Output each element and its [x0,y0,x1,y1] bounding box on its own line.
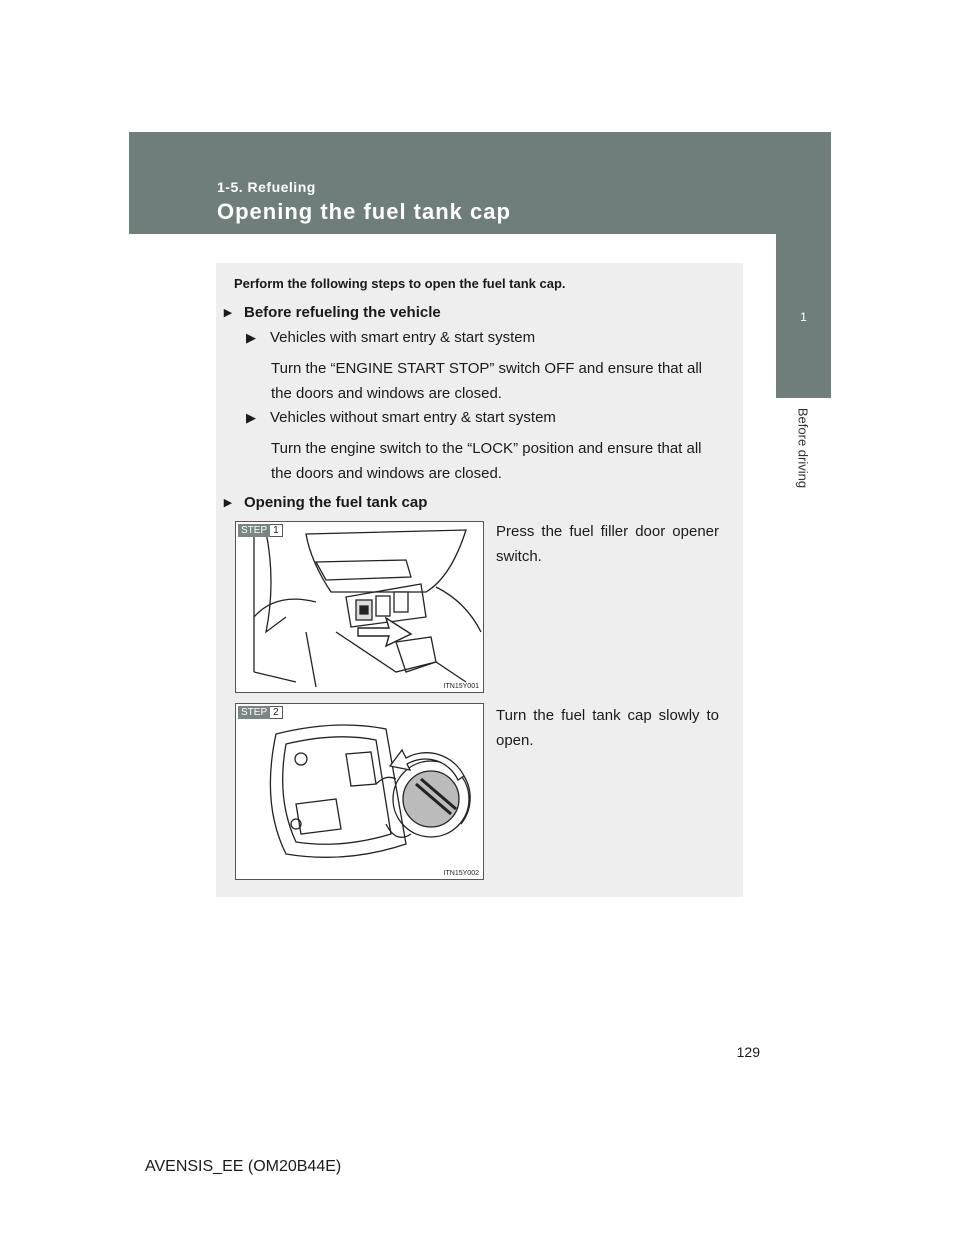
arrow-right-icon: ▶ [246,330,256,345]
instruction-smart-entry: Turn the “ENGINE START STOP” switch OFF and ensure that all the doors and windows are closed. [271,360,702,402]
triangle-right-bullet-icon: ▸ [224,304,232,321]
figure-code: ITN15Y002 [443,870,479,877]
step-badge [238,524,283,537]
fuel-cap-illustration [236,704,483,879]
subheading-no-smart-entry [246,409,556,426]
triangle-right-bullet-icon: ▸ [224,494,232,511]
chapter-label: Before driving [795,407,811,489]
heading-text: Before refueling the vehicle [244,304,441,321]
step-label: STEP [238,524,270,537]
page-title: Opening the fuel tank cap [217,199,511,224]
step-number: 1 [270,524,283,537]
step-1-text: Press the fuel filler door opener switch. [496,523,719,565]
step-label: STEP [238,706,270,719]
section-label: 1-5. Refueling [217,179,316,195]
instruction-no-smart-entry: Turn the engine switch to the “LOCK” position and ensure that all the doors and windows are closed. [271,440,702,482]
arrow-right-icon: ▶ [246,410,256,425]
content-box [216,263,743,897]
heading-opening-cap [224,493,427,511]
step-number: 2 [270,706,283,719]
subheading-smart-entry [246,329,535,346]
page-number: 129 [736,1044,760,1060]
dashboard-switch-illustration [236,522,483,692]
subheading-text: Vehicles with smart entry & start system [270,329,536,346]
figure-step-1 [235,521,484,693]
step-2-text: Turn the fuel tank cap slowly to open. [496,707,719,749]
chapter-tab [776,234,831,398]
figure-step-2 [235,703,484,880]
chapter-number: 1 [800,310,807,324]
heading-text: Opening the fuel tank cap [244,494,428,511]
manual-id: AVENSIS_EE (OM20B44E) [145,1158,342,1175]
figure-code: ITN15Y001 [443,683,479,690]
subheading-text: Vehicles without smart entry & start system [270,409,556,426]
step-badge [238,706,283,719]
heading-before-refueling [224,303,441,321]
header-band [129,132,831,234]
intro-text: Perform the following steps to open the fuel tank cap. [234,276,566,291]
